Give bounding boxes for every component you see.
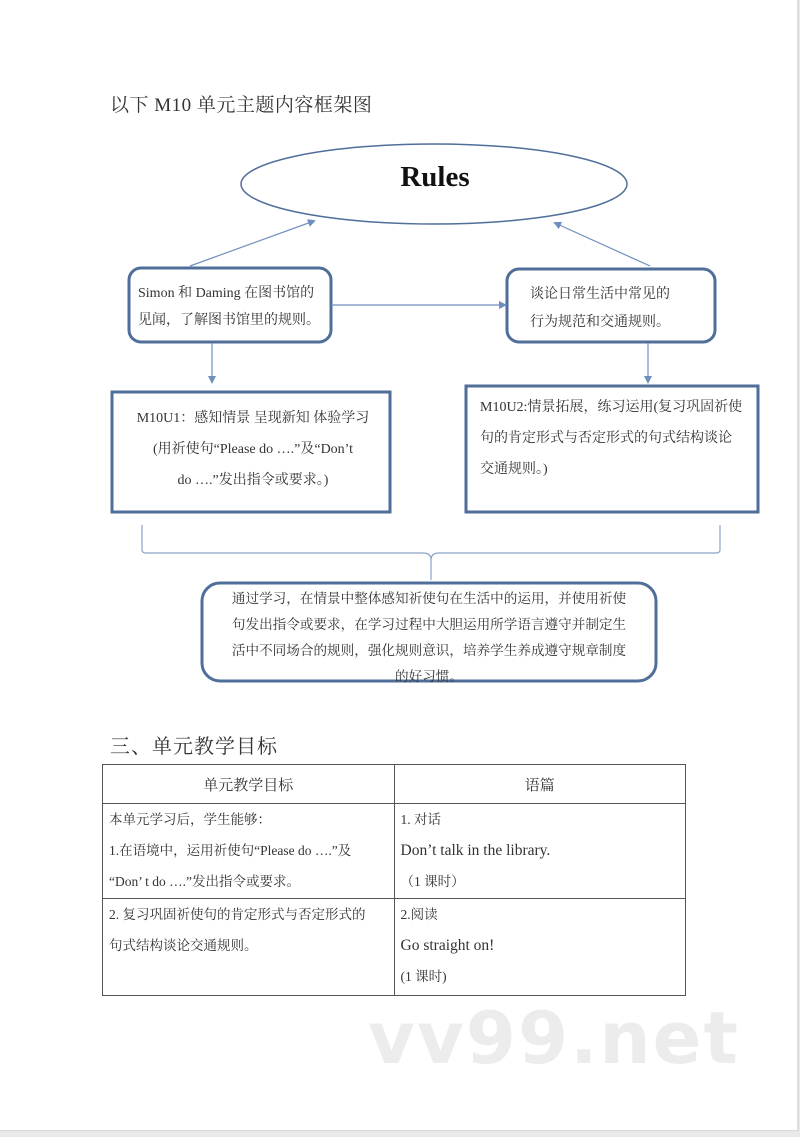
summary-line1: 通过学习，在情景中整体感知祈使句在生活中的运用，并使用祈使 — [231, 591, 627, 606]
left-unit-box-text — [118, 403, 388, 496]
text-number: 2.阅读 — [400, 907, 438, 922]
goal-line: 2. 复习巩固祈使句的肯定形式与否定形式的 — [109, 907, 366, 922]
summary-line4: 的好习惯。 — [395, 669, 463, 684]
right-unit-line3: 交通规则。) — [480, 462, 548, 477]
rules-label: Rules — [400, 161, 470, 193]
left-unit-line1: M10U1：感知情景 呈现新知 体验学习 — [136, 411, 370, 426]
left-top-line1: Simon 和 Daming 在图书馆的 — [138, 286, 315, 301]
text-period: (1 课时) — [400, 969, 447, 984]
text-cell — [394, 899, 686, 996]
right-unit-line2: 句的肯定形式与否定形式的句式结构谈论 — [480, 431, 732, 446]
table-row — [103, 804, 686, 899]
right-unit-line1: M10U2:情景拓展，练习运用(复习巩固祈使 — [480, 400, 743, 415]
summary-line3: 活中不同场合的规则，强化规则意识，培养学生养成遵守规章制度 — [231, 643, 627, 658]
watermark: vv99.net — [368, 996, 740, 1080]
text-cell — [394, 804, 686, 899]
summary-box-text — [214, 586, 644, 690]
table-header-row — [103, 765, 686, 804]
teaching-goals-table — [102, 764, 686, 996]
right-top-line1: 谈论日常生活中常见的 — [530, 287, 670, 302]
text-period: （1 课时） — [400, 874, 465, 889]
text-title: Go straight on! — [400, 937, 495, 954]
goal-line: 1.在语境中，运用祈使句“Please do ….”及 — [109, 843, 352, 858]
section-title: 三、单元教学目标 — [110, 736, 278, 758]
right-top-box-text — [530, 281, 720, 337]
left-unit-line2: (用祈使句“Please do ….”及“Don’t — [153, 442, 353, 457]
intro-heading: 以下 M10 单元主题内容框架图 — [110, 95, 373, 116]
text-number: 1. 对话 — [400, 812, 441, 827]
header-texts: 语篇 — [394, 765, 686, 804]
right-top-line2: 行为规范和交通规则。 — [530, 315, 670, 330]
brace — [142, 525, 720, 580]
arrow-right-to-rules — [555, 223, 650, 266]
goal-line: “Don’ t do ….”发出指令或要求。 — [109, 874, 300, 889]
left-unit-line3: do ….”发出指令或要求。) — [177, 473, 329, 488]
left-top-box-text — [138, 280, 333, 334]
text-title: Don’t talk in the library. — [400, 842, 551, 859]
table-row — [103, 899, 686, 996]
header-goals: 单元教学目标 — [103, 765, 395, 804]
summary-line2: 句发出指令或要求，在学习过程中大胆运用所学语言遵守并制定生 — [231, 617, 627, 632]
left-top-line2: 见闻，了解图书馆里的规则。 — [138, 313, 320, 328]
goal-line: 句式结构谈论交通规则。 — [109, 938, 258, 953]
goal-cell — [103, 899, 395, 996]
arrow-left-to-rules — [190, 221, 314, 266]
goal-line: 本单元学习后，学生能够： — [109, 812, 271, 827]
goal-cell — [103, 804, 395, 899]
right-unit-box-text — [480, 392, 760, 485]
